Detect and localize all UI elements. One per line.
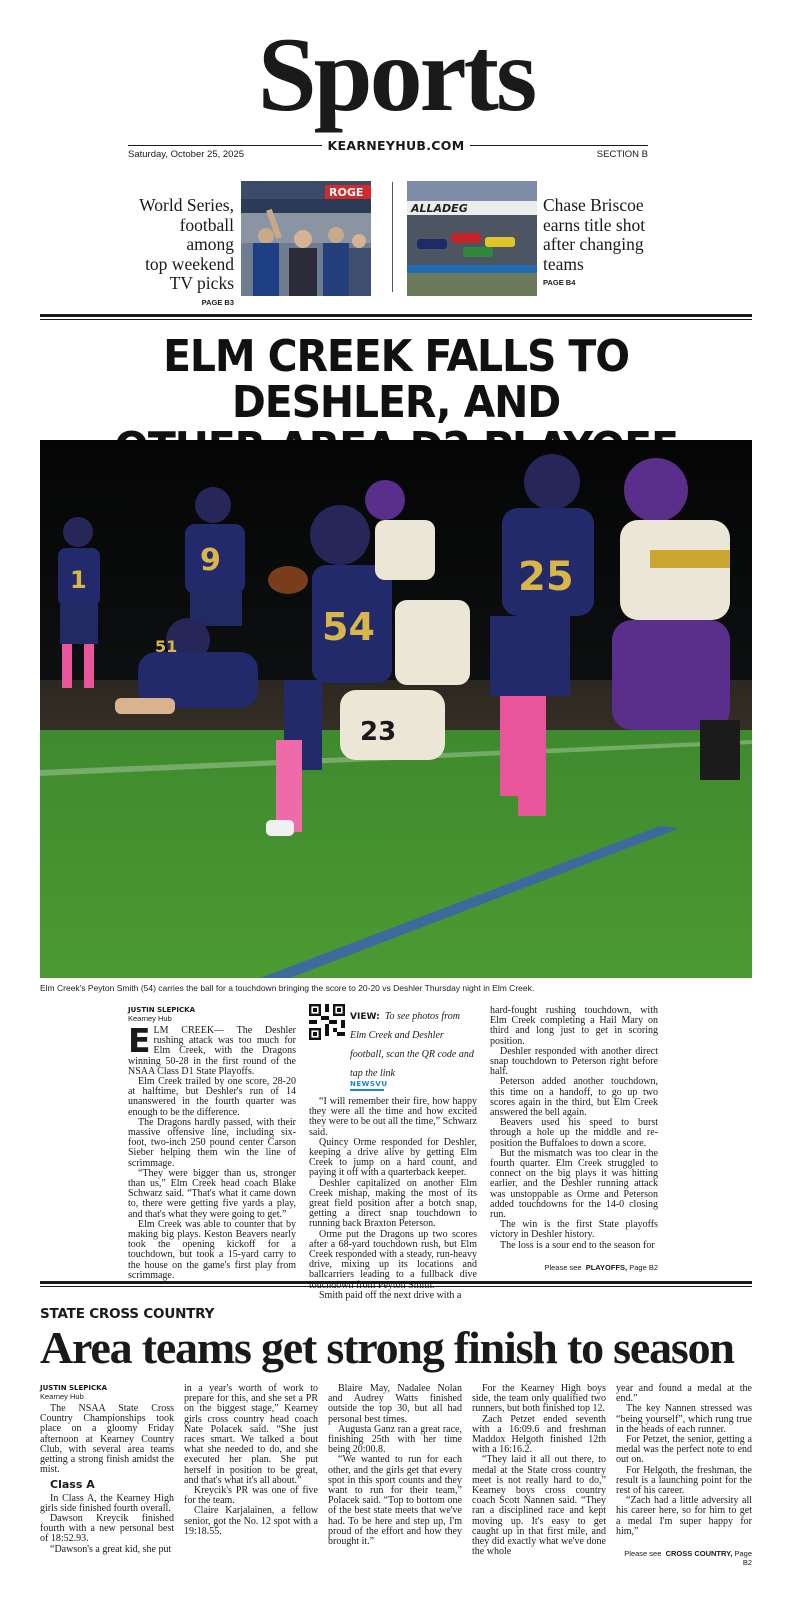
- site-url[interactable]: KEARNEYHUB.COM: [0, 138, 792, 153]
- xc-column-3: [328, 1384, 462, 1547]
- article-body: “I will remember their fire, how happy they were all the time and how excited they were to be out all the time,” Schwarz said. Quincy Orme responded for Deshler, keeping a drive alive by getting Elm Creek to jump on a hard count, and paying it off with a quarterback keeper. Deshler capitalized on another Elm Creek mishap, making the most of its great field position after a botch snap, getting a direct snap touchdown to running back Braxton Peterson. Orme put the Dragons up two scores after a 68-yard touchdown rush, but Elm Creek responded with a steady, run-heavy drive, mixing up its locations and ballcarriers leading to a fullback dive Smith paid off the next drive with a: [309, 1096, 477, 1301]
- article-body: Blaire May, Nadalee Nolan and Audrey Watts finished outside the top 30, but all had personal best times. Augusta Ganz ran a great race, finishing 25th with her time being 20:00.8. “We wanted to run for each other, and the girls get that every spot in this sport counts and they want to run for their team,” Polacek said. “Top to bottom one of the best state meets that we've had. To be here and step up, I'm proud of the effort and how they brought it.”: [328, 1383, 462, 1548]
- section-rule: [40, 1281, 752, 1284]
- main-photo[interactable]: [40, 440, 752, 978]
- main-rule-thin: [40, 319, 752, 320]
- main-headline[interactable]: ELM CREEK FALLS TO DESHLER, AND: [163, 331, 629, 428]
- promo-photo-world-series[interactable]: [241, 181, 371, 296]
- dateline: Saturday, October 25, 2025: [128, 149, 245, 160]
- promo-page: PAGE B3: [201, 297, 234, 307]
- article-column-1: [128, 1006, 296, 1281]
- main-rule: [40, 314, 752, 317]
- jump-link-playoffs[interactable]: Please see PLAYOFFS, Page B2: [544, 1262, 658, 1272]
- article-body: year and found a medal at the end.” The key Nannen stressed was “being yourself”, which rung true in the heads of each runner. For Petzet, the senior, getting a medal was the perfect note to end out on. For Helgoth, the freshman, the result is a launching point for the rest of his career. “Zach had a little adversity all his career here, so for him to get a medal I'm super happy for him,”: [616, 1383, 752, 1537]
- jump-link-cross-country[interactable]: Please see CROSS COUNTRY, Page B2: [624, 1549, 752, 1568]
- promo-headline: Chase Briscoe earns title shot after changing teams: [543, 195, 646, 274]
- jersey-number: 1: [70, 566, 87, 594]
- article-body: hard-fought rushing touchdown, with Elm Creek completing a Hail Mary on third and long just to get in scoring position. Deshler responded with another direct snap touchdown to Peterson right before half. Peterson added another touchdown, this time on a handoff, to go up two scores again in the third, but Elm Creek answered the bell again. Beavers used his speed to burst through a hole up the middle and re-position the Buffaloes to down a score. But the mismatch was too clear in the fourth quarter. Elm Creek struggled to connect on the big plays it was hitting earlier, and the Deshler running attack was unstoppable as Orme and Peterson added touchdowns for the 14-0 closing run. The win is the first State playoffs victory in Deshler history. The loss is a sour end to the season for: [490, 1005, 658, 1251]
- masthead-title: Sports: [257, 16, 535, 133]
- view-promo[interactable]: [309, 1004, 477, 1091]
- newsvu-link[interactable]: NEWSVU: [350, 1080, 388, 1088]
- article-column-2: [309, 1004, 477, 1301]
- article-body: For the Kearney High boys side, the team only qualified two runners, but both finished top 12. Zach Petzet ended seventh with a 16:09.6 and freshman Maddox Helgoth finished 12th with a 16:16.2. “They laid it all out there, to medal at the State cross country meet is not really hard to do,” Kearney boys cross country coach Scott Nannen said. “They ran a disciplined race and kept moving up. It's easy to get caught up in that first mile, and they did exactly what we've done the whole: [472, 1383, 606, 1558]
- xc-column-4: [472, 1384, 606, 1557]
- byline-org: Kearney Hub: [40, 1392, 84, 1401]
- promo-photo-nascar[interactable]: [407, 181, 537, 296]
- jersey-number: 23: [360, 717, 397, 747]
- section-rule-thin: [40, 1286, 752, 1287]
- subhead-class-a: Class A: [50, 1478, 95, 1492]
- qr-code-icon[interactable]: [309, 1004, 345, 1091]
- article-body: ELM CREEK— The Deshler rushing attack was too much for Elm Creek, with the Dragons winning 50-28 in the first round of the NSAA Class D1 State Playoffs. Elm Creek trailed by one score, 28-20 at halftime, but Deshler's run of 14 unanswered in the fourth quarter was enough to be the difference. The Dragons hardly passed, with their massive offensive line, including six-foot, two-inch 250 pound center Carson Sieber helping them win the line of scrimmage. “They were bigger than us, stronger than us,” Elm Creek head coach Blake Schwarz said. “That's what it came down to, there were getting five yards a play, and that's what they were going to get.” Elm Creek was able to counter that by making big plays. Keston Beavers nearly took the opening kickoff for a touchdown, but took a 15-yard carry to the house on the game's first play from scrimmage.: [128, 1021, 296, 1281]
- byline: JUSTIN SLEPICKA: [40, 1384, 108, 1392]
- second-headline[interactable]: Area teams get strong finish to season: [40, 1322, 734, 1373]
- section-kicker: STATE CROSS COUNTRY: [40, 1306, 215, 1322]
- article-body: in a year's worth of work to prepare for this, and she set a PR on the biggest stage,” Kearney girls cross country head coach Nate Polacek said. “She just races smart. We talked a bout what she needed to do, and she executed her plan. She put herself in position to be great, and that's what it's all about.” Kreycik's PR was one of five for the team. Claire Karjalainen, a fellow senior, got the No. 12 spot with a 19:18.55.: [184, 1383, 318, 1537]
- xc-column-5: [616, 1384, 752, 1567]
- article-body: The NSAA State Cross Country Championships took place on a gloomy Friday afternoon at Kearney Country Club, with several area teams getting a strong finish amidst the mist. Class A In Class A, the Kearney High girls side finished fourth overall. Dawson Kreycik finished fourth with a new personal best of 18:52.93. “Dawson's a great kid, she put: [40, 1403, 174, 1555]
- newsvu-underline: [350, 1089, 384, 1091]
- dropcap: E: [128, 1021, 151, 1060]
- xc-column-1: [40, 1384, 174, 1555]
- promo-headline: World Series, football among top weekend TV picks: [139, 195, 234, 293]
- promo-world-series[interactable]: [128, 196, 234, 307]
- jersey-number: 51: [155, 637, 178, 656]
- promo-photo-sign: ROGE: [329, 186, 364, 199]
- promo-page: PAGE B4: [543, 278, 576, 287]
- xc-column-2: [184, 1384, 318, 1537]
- promo-divider: [392, 182, 393, 292]
- byline: JUSTIN SLEPICKA: [128, 1006, 196, 1014]
- photo-caption: Elm Creek's Peyton Smith (54) carries the ball for a touchdown bringing the score to 20-20 vs Deshler Thursday night in Elm Creek.: [40, 983, 535, 993]
- view-text: To see photos from Elm Creek and Deshler football, scan the QR code and tap the link: [350, 1011, 474, 1079]
- jersey-number: 25: [518, 554, 574, 600]
- article-column-3: [490, 1006, 658, 1272]
- view-label: VIEW:: [350, 1012, 380, 1022]
- jersey-number: 9: [200, 543, 221, 578]
- jersey-number: 54: [322, 605, 375, 649]
- section-label: SECTION B: [596, 149, 648, 160]
- promo-photo-track-sign: ALLADEG: [411, 202, 468, 215]
- promo-briscoe[interactable]: [543, 196, 653, 287]
- byline-org: Kearney Hub: [128, 1014, 172, 1023]
